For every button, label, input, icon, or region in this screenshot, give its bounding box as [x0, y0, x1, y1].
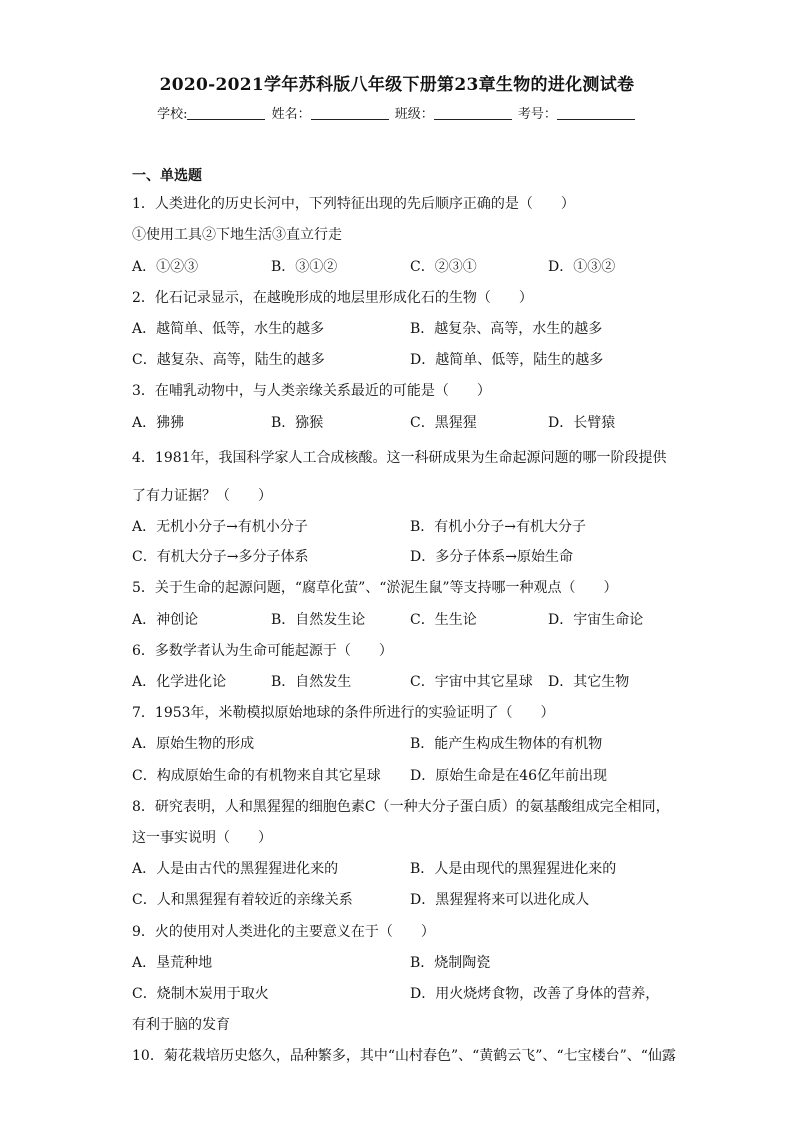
- school-blank[interactable]: [187, 107, 265, 120]
- option-d: D．长臂猿: [548, 415, 616, 431]
- option-a: A．原始生物的形成: [132, 736, 255, 752]
- option-a: A．无机小分子→有机小分子: [132, 519, 308, 535]
- name-blank[interactable]: [311, 107, 389, 120]
- question-stem: 10．菊花栽培历史悠久，品种繁多，其中“山村春色”、“黄鹤云飞”、“七宝楼台”、“仙露: [132, 1048, 676, 1064]
- option-d: D．用火烧烤食物，改善了身体的营养，: [410, 986, 660, 1002]
- section-heading: 一、单选题: [132, 168, 202, 184]
- option-b: B．自然发生论: [271, 612, 366, 628]
- option-b: B．烧制陶瓷: [410, 955, 491, 971]
- option-b: B．能产生构成生物体的有机物: [410, 736, 603, 752]
- option-a: A．狒狒: [132, 415, 185, 431]
- option-c: C．构成原始生命的有机物来自其它星球: [132, 768, 381, 784]
- option-c: C．宇宙中其它星球: [410, 674, 533, 690]
- option-d: D．多分子体系→原始生命: [410, 549, 573, 565]
- exam-number-blank[interactable]: [557, 107, 635, 120]
- question-stem: 3．在哺乳动物中，与人类亲缘关系最近的可能是（ ）: [132, 383, 491, 399]
- question-stem: 2．化石记录显示，在越晚形成的地层里形成化石的生物（ ）: [132, 290, 533, 306]
- option-c: C．有机大分子→多分子体系: [132, 549, 309, 565]
- option-d: D．原始生命是在46亿年前出现: [410, 768, 608, 784]
- question-stem: 9．火的使用对人类进化的主要意义在于（ ）: [132, 924, 435, 940]
- student-info-row: [0, 103, 794, 122]
- option-a: A．人是由古代的黑猩猩进化来的: [132, 861, 339, 877]
- school-label: 学校:: [157, 107, 188, 122]
- option-d: D．①③②: [548, 259, 616, 275]
- option-c: C．黑猩猩: [410, 415, 477, 431]
- question-stem: 6．多数学者认为生命可能起源于（ ）: [132, 643, 393, 659]
- option-d: D．黑猩猩将来可以进化成人: [410, 892, 590, 908]
- option-d-continued: 有利于脑的发育: [132, 1017, 230, 1033]
- option-a: A．越简单、低等，水生的越多: [132, 321, 325, 337]
- page-title: 2020-2021学年苏科版八年级下册第23章生物的进化测试卷: [159, 75, 635, 95]
- name-label: 姓名：: [271, 107, 311, 122]
- option-b: B．猕猴: [271, 415, 324, 431]
- option-a: A．神创论: [132, 612, 199, 628]
- question-stem: 8．研究表明，人和黑猩猩的细胞色素C（一种大分子蛋白质）的氨基酸组成完全相同，: [132, 799, 670, 815]
- question-stem: 了有力证据？（ ）: [132, 488, 272, 504]
- option-c: C．烧制木炭用于取火: [132, 986, 269, 1002]
- question-stem: ①使用工具②下地生活③直立行走: [132, 227, 342, 243]
- question-stem: 5．关于生命的起源问题，“腐草化萤”、“淤泥生鼠”等支持哪一种观点（ ）: [132, 580, 618, 596]
- option-c: C．越复杂、高等，陆生的越多: [132, 352, 325, 368]
- class-label: 班级：: [394, 107, 434, 122]
- question-stem: 这一事实说明（ ）: [132, 830, 272, 846]
- question-stem: 4．1981年，我国科学家人工合成核酸。这一科研成果为生命起源问题的哪一阶段提供: [132, 450, 667, 466]
- option-d: D．宇宙生命论: [548, 612, 644, 628]
- question-stem: 1．人类进化的历史长河中，下列特征出现的先后顺序正确的是（ ）: [132, 196, 575, 212]
- option-b: B．越复杂、高等，水生的越多: [410, 321, 603, 337]
- option-a: A．垦荒种地: [132, 955, 213, 971]
- option-a: A．①②③: [132, 259, 199, 275]
- option-a: A．化学进化论: [132, 674, 227, 690]
- option-c: C．人和黑猩猩有着较近的亲缘关系: [132, 892, 353, 908]
- option-c: C．生生论: [410, 612, 477, 628]
- class-blank[interactable]: [434, 107, 512, 120]
- option-b: B．有机小分子→有机大分子: [410, 519, 587, 535]
- option-c: C．②③①: [410, 259, 477, 275]
- option-d: D．其它生物: [548, 674, 630, 690]
- option-b: B．人是由现代的黑猩猩进化来的: [410, 861, 617, 877]
- question-stem: 7．1953年，米勒模拟原始地球的条件所进行的实验证明了（ ）: [132, 705, 555, 721]
- exam-number-label: 考号：: [517, 107, 557, 122]
- option-d: D．越简单、低等，陆生的越多: [410, 352, 604, 368]
- option-b: B．自然发生: [271, 674, 352, 690]
- option-b: B．③①②: [271, 259, 338, 275]
